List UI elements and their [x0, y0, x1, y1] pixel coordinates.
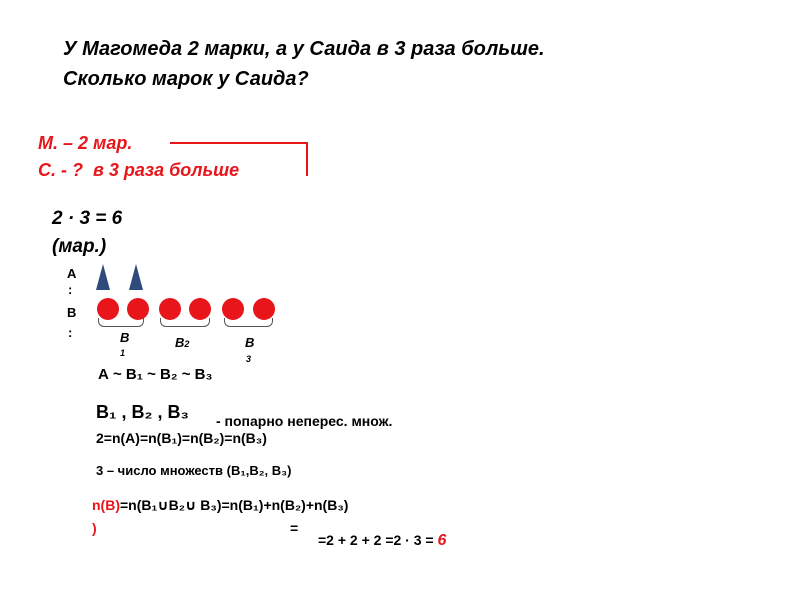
final-answer: 6: [437, 532, 447, 549]
condition-s-suffix: в 3 раза больше: [93, 160, 240, 180]
problem-line-1: У Магомеда 2 марки, а у Саида в 3 раза больше.: [63, 38, 545, 60]
final-calculation: [318, 532, 446, 550]
subset-b3-index: 3: [246, 354, 252, 364]
solution-expression: 2 · 3 = 6: [52, 208, 123, 229]
condition-m-line: М. – 2 мар.: [38, 133, 133, 153]
union-equals: =: [290, 520, 299, 536]
equivalence-line: А ~ В₁ ~ В₂ ~ В₃: [98, 366, 213, 383]
subset-b3-letter: В: [245, 335, 255, 350]
pairwise-sets: В₁ , В₂ , В₃: [96, 402, 189, 422]
subset-b2-letter: В: [175, 335, 185, 350]
triangle-icon: [129, 264, 143, 290]
set-a-colon: :: [68, 282, 73, 297]
circle-icon: [127, 298, 149, 320]
union-right: n(В₁)+n(В₂)+n(В₃): [229, 497, 349, 513]
union-closing-paren: ): [92, 520, 97, 536]
sets-count-line: 3 – число множеств (В₁,В₂, В₃): [96, 463, 292, 478]
condition-bracket: [170, 142, 308, 176]
problem-line-2: Сколько марок у Саида?: [63, 68, 309, 90]
circle-icon: [253, 298, 275, 320]
circle-icon: [97, 298, 119, 320]
subset-b1-label: [120, 330, 129, 345]
brace-b1: [98, 318, 144, 327]
brace-b3: [224, 318, 273, 327]
subset-b1-index: 1: [120, 348, 126, 358]
set-b-label: В: [67, 305, 77, 320]
triangle-icon: [96, 264, 110, 290]
subset-b3-label: [245, 335, 254, 350]
set-a-label: А: [67, 266, 77, 281]
final-calc-text: =2 + 2 + 2 =2 · 3 =: [318, 532, 434, 548]
brace-b2: [160, 318, 210, 327]
solution-unit: (мар.): [52, 236, 107, 257]
circle-icon: [159, 298, 181, 320]
set-b-colon: :: [68, 325, 73, 340]
union-left-red: n(B): [92, 497, 120, 513]
union-middle: =n(В₁∪В₂∪ В₃)=: [120, 497, 230, 513]
circle-icon: [222, 298, 244, 320]
count-line: 2=n(А)=n(В₁)=n(В₂)=n(В₃): [96, 430, 267, 446]
subset-b2-index: 2: [184, 339, 190, 349]
subset-b2-label: [175, 335, 189, 350]
union-line: [92, 497, 348, 514]
subset-b1-letter: В: [120, 330, 130, 345]
circle-icon: [189, 298, 211, 320]
condition-s-prefix: С. - ?: [38, 160, 83, 180]
pairwise-note: - попарно неперес. множ.: [216, 413, 393, 429]
